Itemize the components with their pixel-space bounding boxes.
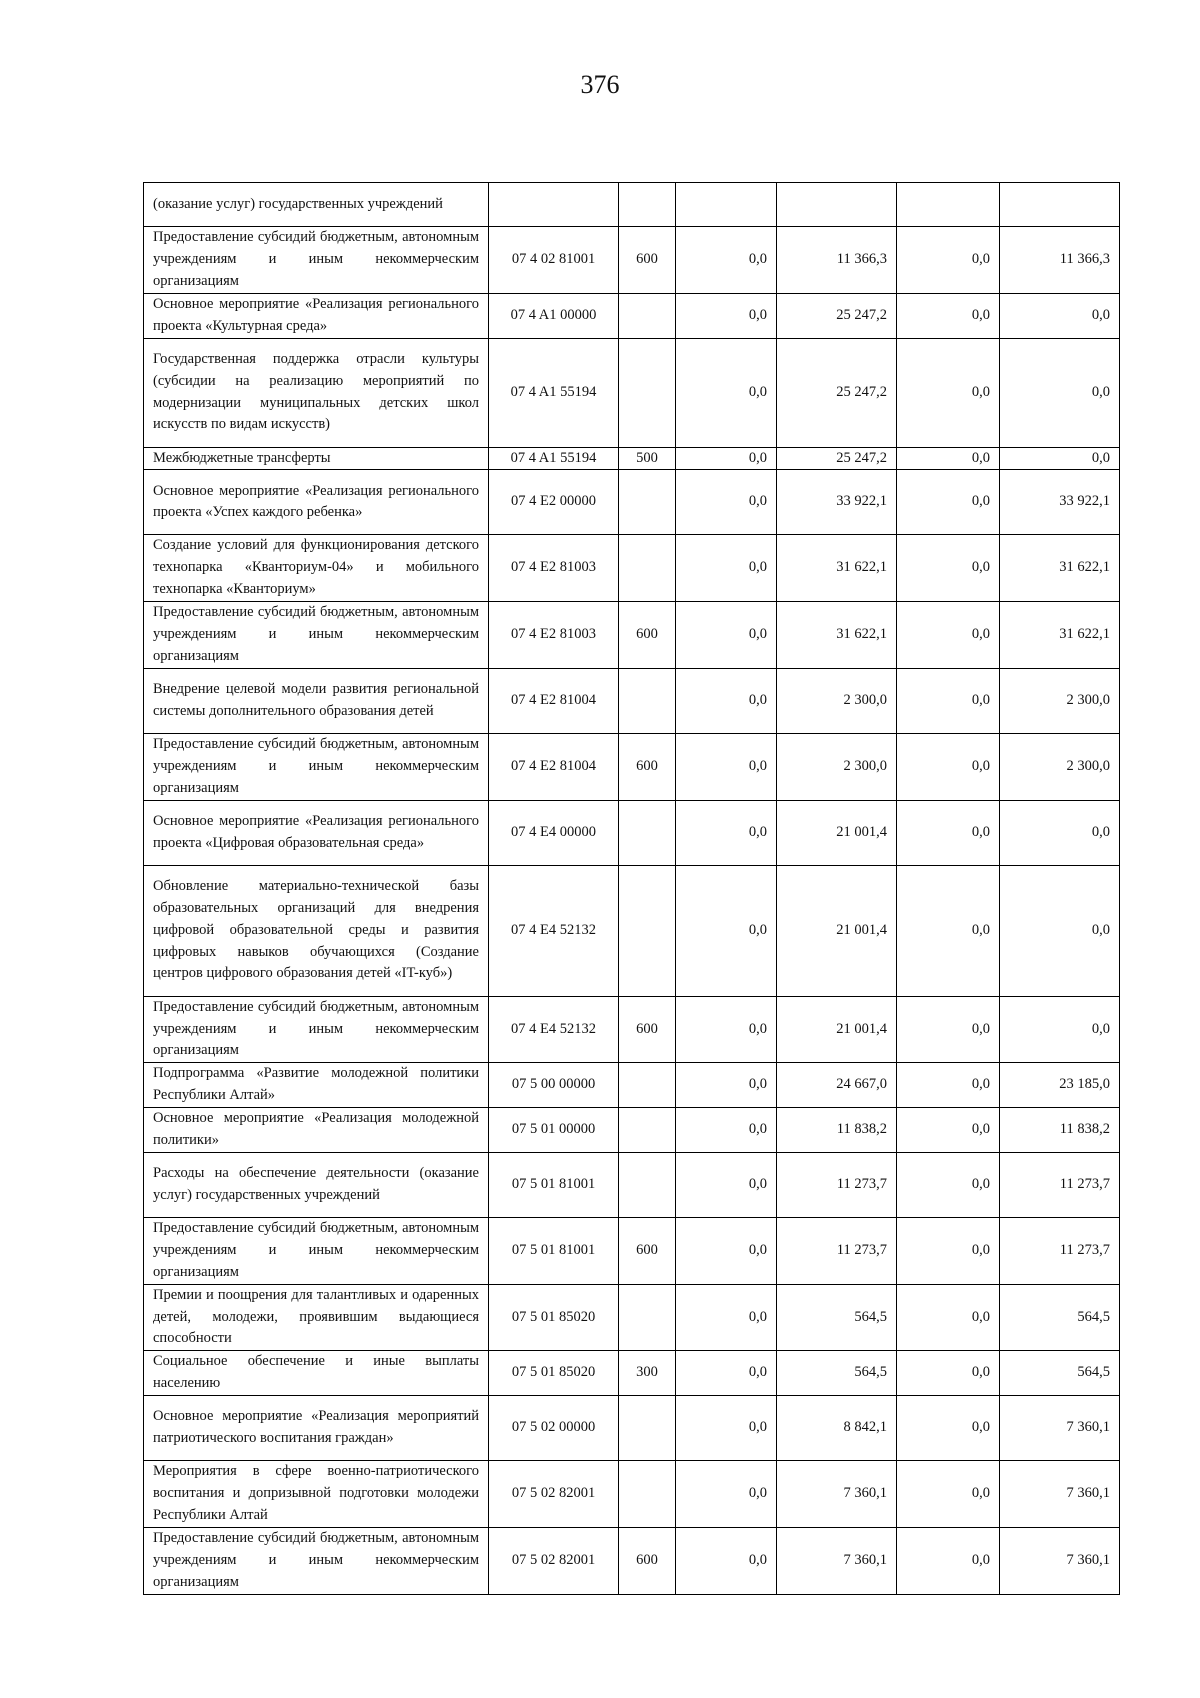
cell-v1: 0,0 <box>676 1527 777 1594</box>
cell-v1: 0,0 <box>676 602 777 669</box>
cell-vr <box>619 1108 676 1153</box>
cell-code: 07 4 A1 55194 <box>489 447 619 470</box>
cell-code: 07 4 E2 81003 <box>489 535 619 602</box>
cell-vr <box>619 865 676 996</box>
cell-v3: 0,0 <box>897 996 1000 1063</box>
cell-v1: 0,0 <box>676 1063 777 1108</box>
cell-v4: 0,0 <box>1000 800 1120 865</box>
cell-v2: 24 667,0 <box>777 1063 897 1108</box>
cell-v4: 31 622,1 <box>1000 535 1120 602</box>
cell-v4: 33 922,1 <box>1000 470 1120 535</box>
cell-vr: 500 <box>619 447 676 470</box>
cell-name: Основное мероприятие «Реализация мероприятий патриотического воспитания граждан» <box>144 1396 489 1461</box>
table-row <box>144 1284 1120 1351</box>
cell-v3: 0,0 <box>897 733 1000 800</box>
cell-name: Основное мероприятие «Реализация регионального проекта «Успех каждого ребенка» <box>144 470 489 535</box>
cell-v2: 31 622,1 <box>777 602 897 669</box>
cell-v3: 0,0 <box>897 1152 1000 1217</box>
cell-v2: 25 247,2 <box>777 447 897 470</box>
cell-v4: 7 360,1 <box>1000 1461 1120 1528</box>
cell-name: Подпрограмма «Развитие молодежной политики Республики Алтай» <box>144 1063 489 1108</box>
cell-v2: 11 366,3 <box>777 227 897 294</box>
cell-v1: 0,0 <box>676 293 777 338</box>
cell-v3: 0,0 <box>897 338 1000 447</box>
table-row <box>144 865 1120 996</box>
cell-v4: 11 838,2 <box>1000 1108 1120 1153</box>
cell-vr <box>619 1152 676 1217</box>
cell-v4 <box>1000 183 1120 227</box>
cell-name: Государственная поддержка отрасли культуры (субсидии на реализацию мероприятий по модернизации муниципальных детских школ искусств по видам искусств) <box>144 338 489 447</box>
cell-code: 07 5 00 00000 <box>489 1063 619 1108</box>
cell-v1: 0,0 <box>676 1152 777 1217</box>
table-row <box>144 447 1120 470</box>
cell-name: Создание условий для функционирования детского технопарка «Кванториум-04» и мобильного технопарка «Кванториум» <box>144 535 489 602</box>
cell-v3: 0,0 <box>897 535 1000 602</box>
cell-v3: 0,0 <box>897 1284 1000 1351</box>
cell-v1: 0,0 <box>676 1461 777 1528</box>
cell-v4: 0,0 <box>1000 865 1120 996</box>
cell-name: Основное мероприятие «Реализация регионального проекта «Цифровая образовательная среда» <box>144 800 489 865</box>
cell-v1: 0,0 <box>676 447 777 470</box>
cell-v4: 564,5 <box>1000 1351 1120 1396</box>
page-number: 376 <box>580 70 620 99</box>
table-row <box>144 1351 1120 1396</box>
cell-vr <box>619 470 676 535</box>
cell-v2: 25 247,2 <box>777 338 897 447</box>
cell-v2: 7 360,1 <box>777 1461 897 1528</box>
table-row <box>144 1152 1120 1217</box>
cell-code <box>489 183 619 227</box>
cell-name: Основное мероприятие «Реализация регионального проекта «Культурная среда» <box>144 293 489 338</box>
cell-v4: 31 622,1 <box>1000 602 1120 669</box>
cell-name: Основное мероприятие «Реализация молодежной политики» <box>144 1108 489 1153</box>
cell-vr: 600 <box>619 996 676 1063</box>
table-body <box>144 183 1120 1595</box>
cell-vr: 600 <box>619 602 676 669</box>
cell-code: 07 5 01 81001 <box>489 1152 619 1217</box>
cell-v4: 11 273,7 <box>1000 1152 1120 1217</box>
table-row <box>144 1063 1120 1108</box>
cell-v2: 31 622,1 <box>777 535 897 602</box>
cell-name: Мероприятия в сфере военно-патриотического воспитания и допризывной подготовки молодежи Республики Алтай <box>144 1461 489 1528</box>
cell-v4: 0,0 <box>1000 293 1120 338</box>
table-row <box>144 1527 1120 1594</box>
cell-v2: 25 247,2 <box>777 293 897 338</box>
cell-name: Предоставление субсидий бюджетным, автономным учреждениям и иным некоммерческим организациям <box>144 1527 489 1594</box>
table-row <box>144 227 1120 294</box>
cell-vr <box>619 535 676 602</box>
cell-code: 07 4 A1 00000 <box>489 293 619 338</box>
cell-code: 07 4 E2 81003 <box>489 602 619 669</box>
cell-v2: 21 001,4 <box>777 865 897 996</box>
cell-v1: 0,0 <box>676 1217 777 1284</box>
cell-v3: 0,0 <box>897 227 1000 294</box>
cell-v3: 0,0 <box>897 865 1000 996</box>
cell-name: Предоставление субсидий бюджетным, автономным учреждениям и иным некоммерческим организациям <box>144 227 489 294</box>
cell-v1 <box>676 183 777 227</box>
cell-v4: 0,0 <box>1000 338 1120 447</box>
cell-name: (оказание услуг) государственных учреждений <box>144 183 489 227</box>
cell-code: 07 4 02 81001 <box>489 227 619 294</box>
table-row <box>144 338 1120 447</box>
cell-vr <box>619 338 676 447</box>
cell-code: 07 5 01 85020 <box>489 1351 619 1396</box>
cell-vr <box>619 293 676 338</box>
cell-code: 07 4 E4 52132 <box>489 996 619 1063</box>
cell-name: Предоставление субсидий бюджетным, автономным учреждениям и иным некоммерческим организациям <box>144 1217 489 1284</box>
cell-v3: 0,0 <box>897 1396 1000 1461</box>
cell-vr <box>619 1063 676 1108</box>
table-row <box>144 1217 1120 1284</box>
cell-v2: 33 922,1 <box>777 470 897 535</box>
table-row <box>144 800 1120 865</box>
cell-v3: 0,0 <box>897 1217 1000 1284</box>
cell-v4: 2 300,0 <box>1000 668 1120 733</box>
cell-vr <box>619 668 676 733</box>
cell-v1: 0,0 <box>676 338 777 447</box>
cell-vr <box>619 183 676 227</box>
cell-v3: 0,0 <box>897 668 1000 733</box>
cell-v1: 0,0 <box>676 1396 777 1461</box>
cell-v3: 0,0 <box>897 1108 1000 1153</box>
cell-code: 07 5 01 81001 <box>489 1217 619 1284</box>
table-row <box>144 668 1120 733</box>
cell-v1: 0,0 <box>676 1284 777 1351</box>
cell-v3: 0,0 <box>897 800 1000 865</box>
cell-v2: 8 842,1 <box>777 1396 897 1461</box>
table-row <box>144 293 1120 338</box>
cell-vr <box>619 1396 676 1461</box>
cell-code: 07 4 E4 00000 <box>489 800 619 865</box>
cell-v3: 0,0 <box>897 470 1000 535</box>
cell-v2: 564,5 <box>777 1284 897 1351</box>
table-row <box>144 1396 1120 1461</box>
cell-v2: 21 001,4 <box>777 996 897 1063</box>
cell-v2: 21 001,4 <box>777 800 897 865</box>
cell-name: Премии и поощрения для талантливых и одаренных детей, молодежи, проявившим выдающиеся способности <box>144 1284 489 1351</box>
cell-v2: 2 300,0 <box>777 733 897 800</box>
budget-table <box>143 182 1120 1595</box>
cell-vr: 600 <box>619 1217 676 1284</box>
cell-v2: 564,5 <box>777 1351 897 1396</box>
cell-code: 07 5 02 82001 <box>489 1461 619 1528</box>
cell-v2: 2 300,0 <box>777 668 897 733</box>
cell-v4: 2 300,0 <box>1000 733 1120 800</box>
table-row <box>144 733 1120 800</box>
cell-v3: 0,0 <box>897 1527 1000 1594</box>
cell-v4: 11 273,7 <box>1000 1217 1120 1284</box>
cell-name: Социальное обеспечение и иные выплаты населению <box>144 1351 489 1396</box>
cell-v3: 0,0 <box>897 293 1000 338</box>
cell-code: 07 4 E2 81004 <box>489 733 619 800</box>
cell-v4: 0,0 <box>1000 447 1120 470</box>
cell-v1: 0,0 <box>676 733 777 800</box>
cell-v3: 0,0 <box>897 1461 1000 1528</box>
cell-v1: 0,0 <box>676 865 777 996</box>
cell-code: 07 4 E2 00000 <box>489 470 619 535</box>
cell-v1: 0,0 <box>676 470 777 535</box>
table-row <box>144 183 1120 227</box>
cell-v3 <box>897 183 1000 227</box>
cell-v3: 0,0 <box>897 447 1000 470</box>
cell-v4: 564,5 <box>1000 1284 1120 1351</box>
cell-v3: 0,0 <box>897 602 1000 669</box>
cell-v1: 0,0 <box>676 996 777 1063</box>
cell-v3: 0,0 <box>897 1351 1000 1396</box>
cell-vr: 300 <box>619 1351 676 1396</box>
cell-code: 07 5 01 00000 <box>489 1108 619 1153</box>
table-row <box>144 470 1120 535</box>
table-row <box>144 1108 1120 1153</box>
cell-v2: 11 838,2 <box>777 1108 897 1153</box>
cell-vr <box>619 1461 676 1528</box>
cell-v1: 0,0 <box>676 1108 777 1153</box>
cell-v3: 0,0 <box>897 1063 1000 1108</box>
cell-v1: 0,0 <box>676 668 777 733</box>
cell-code: 07 5 01 85020 <box>489 1284 619 1351</box>
cell-name: Межбюджетные трансферты <box>144 447 489 470</box>
cell-v4: 7 360,1 <box>1000 1396 1120 1461</box>
cell-vr <box>619 1284 676 1351</box>
cell-name: Предоставление субсидий бюджетным, автономным учреждениям и иным некоммерческим организациям <box>144 602 489 669</box>
table-row <box>144 1461 1120 1528</box>
cell-vr: 600 <box>619 227 676 294</box>
cell-v4: 0,0 <box>1000 996 1120 1063</box>
cell-v4: 7 360,1 <box>1000 1527 1120 1594</box>
cell-v1: 0,0 <box>676 535 777 602</box>
cell-v1: 0,0 <box>676 227 777 294</box>
table-row <box>144 602 1120 669</box>
cell-v2: 7 360,1 <box>777 1527 897 1594</box>
cell-vr: 600 <box>619 1527 676 1594</box>
cell-name: Обновление материально-технической базы образовательных организаций для внедрения цифровой образовательной среды и развития цифровых навыков обучающихся (Создание центров цифрового образования детей «IT-куб») <box>144 865 489 996</box>
table-row <box>144 535 1120 602</box>
cell-v1: 0,0 <box>676 800 777 865</box>
cell-v4: 11 366,3 <box>1000 227 1120 294</box>
cell-name: Предоставление субсидий бюджетным, автономным учреждениям и иным некоммерческим организациям <box>144 996 489 1063</box>
cell-vr: 600 <box>619 733 676 800</box>
cell-vr <box>619 800 676 865</box>
cell-v2: 11 273,7 <box>777 1217 897 1284</box>
cell-v2: 11 273,7 <box>777 1152 897 1217</box>
cell-code: 07 5 02 00000 <box>489 1396 619 1461</box>
cell-v4: 23 185,0 <box>1000 1063 1120 1108</box>
cell-code: 07 4 E4 52132 <box>489 865 619 996</box>
table-row <box>144 996 1120 1063</box>
cell-code: 07 4 A1 55194 <box>489 338 619 447</box>
cell-code: 07 4 E2 81004 <box>489 668 619 733</box>
cell-name: Расходы на обеспечение деятельности (оказание услуг) государственных учреждений <box>144 1152 489 1217</box>
cell-code: 07 5 02 82001 <box>489 1527 619 1594</box>
cell-name: Внедрение целевой модели развития региональной системы дополнительного образования детей <box>144 668 489 733</box>
cell-name: Предоставление субсидий бюджетным, автономным учреждениям и иным некоммерческим организациям <box>144 733 489 800</box>
cell-v2 <box>777 183 897 227</box>
cell-v1: 0,0 <box>676 1351 777 1396</box>
